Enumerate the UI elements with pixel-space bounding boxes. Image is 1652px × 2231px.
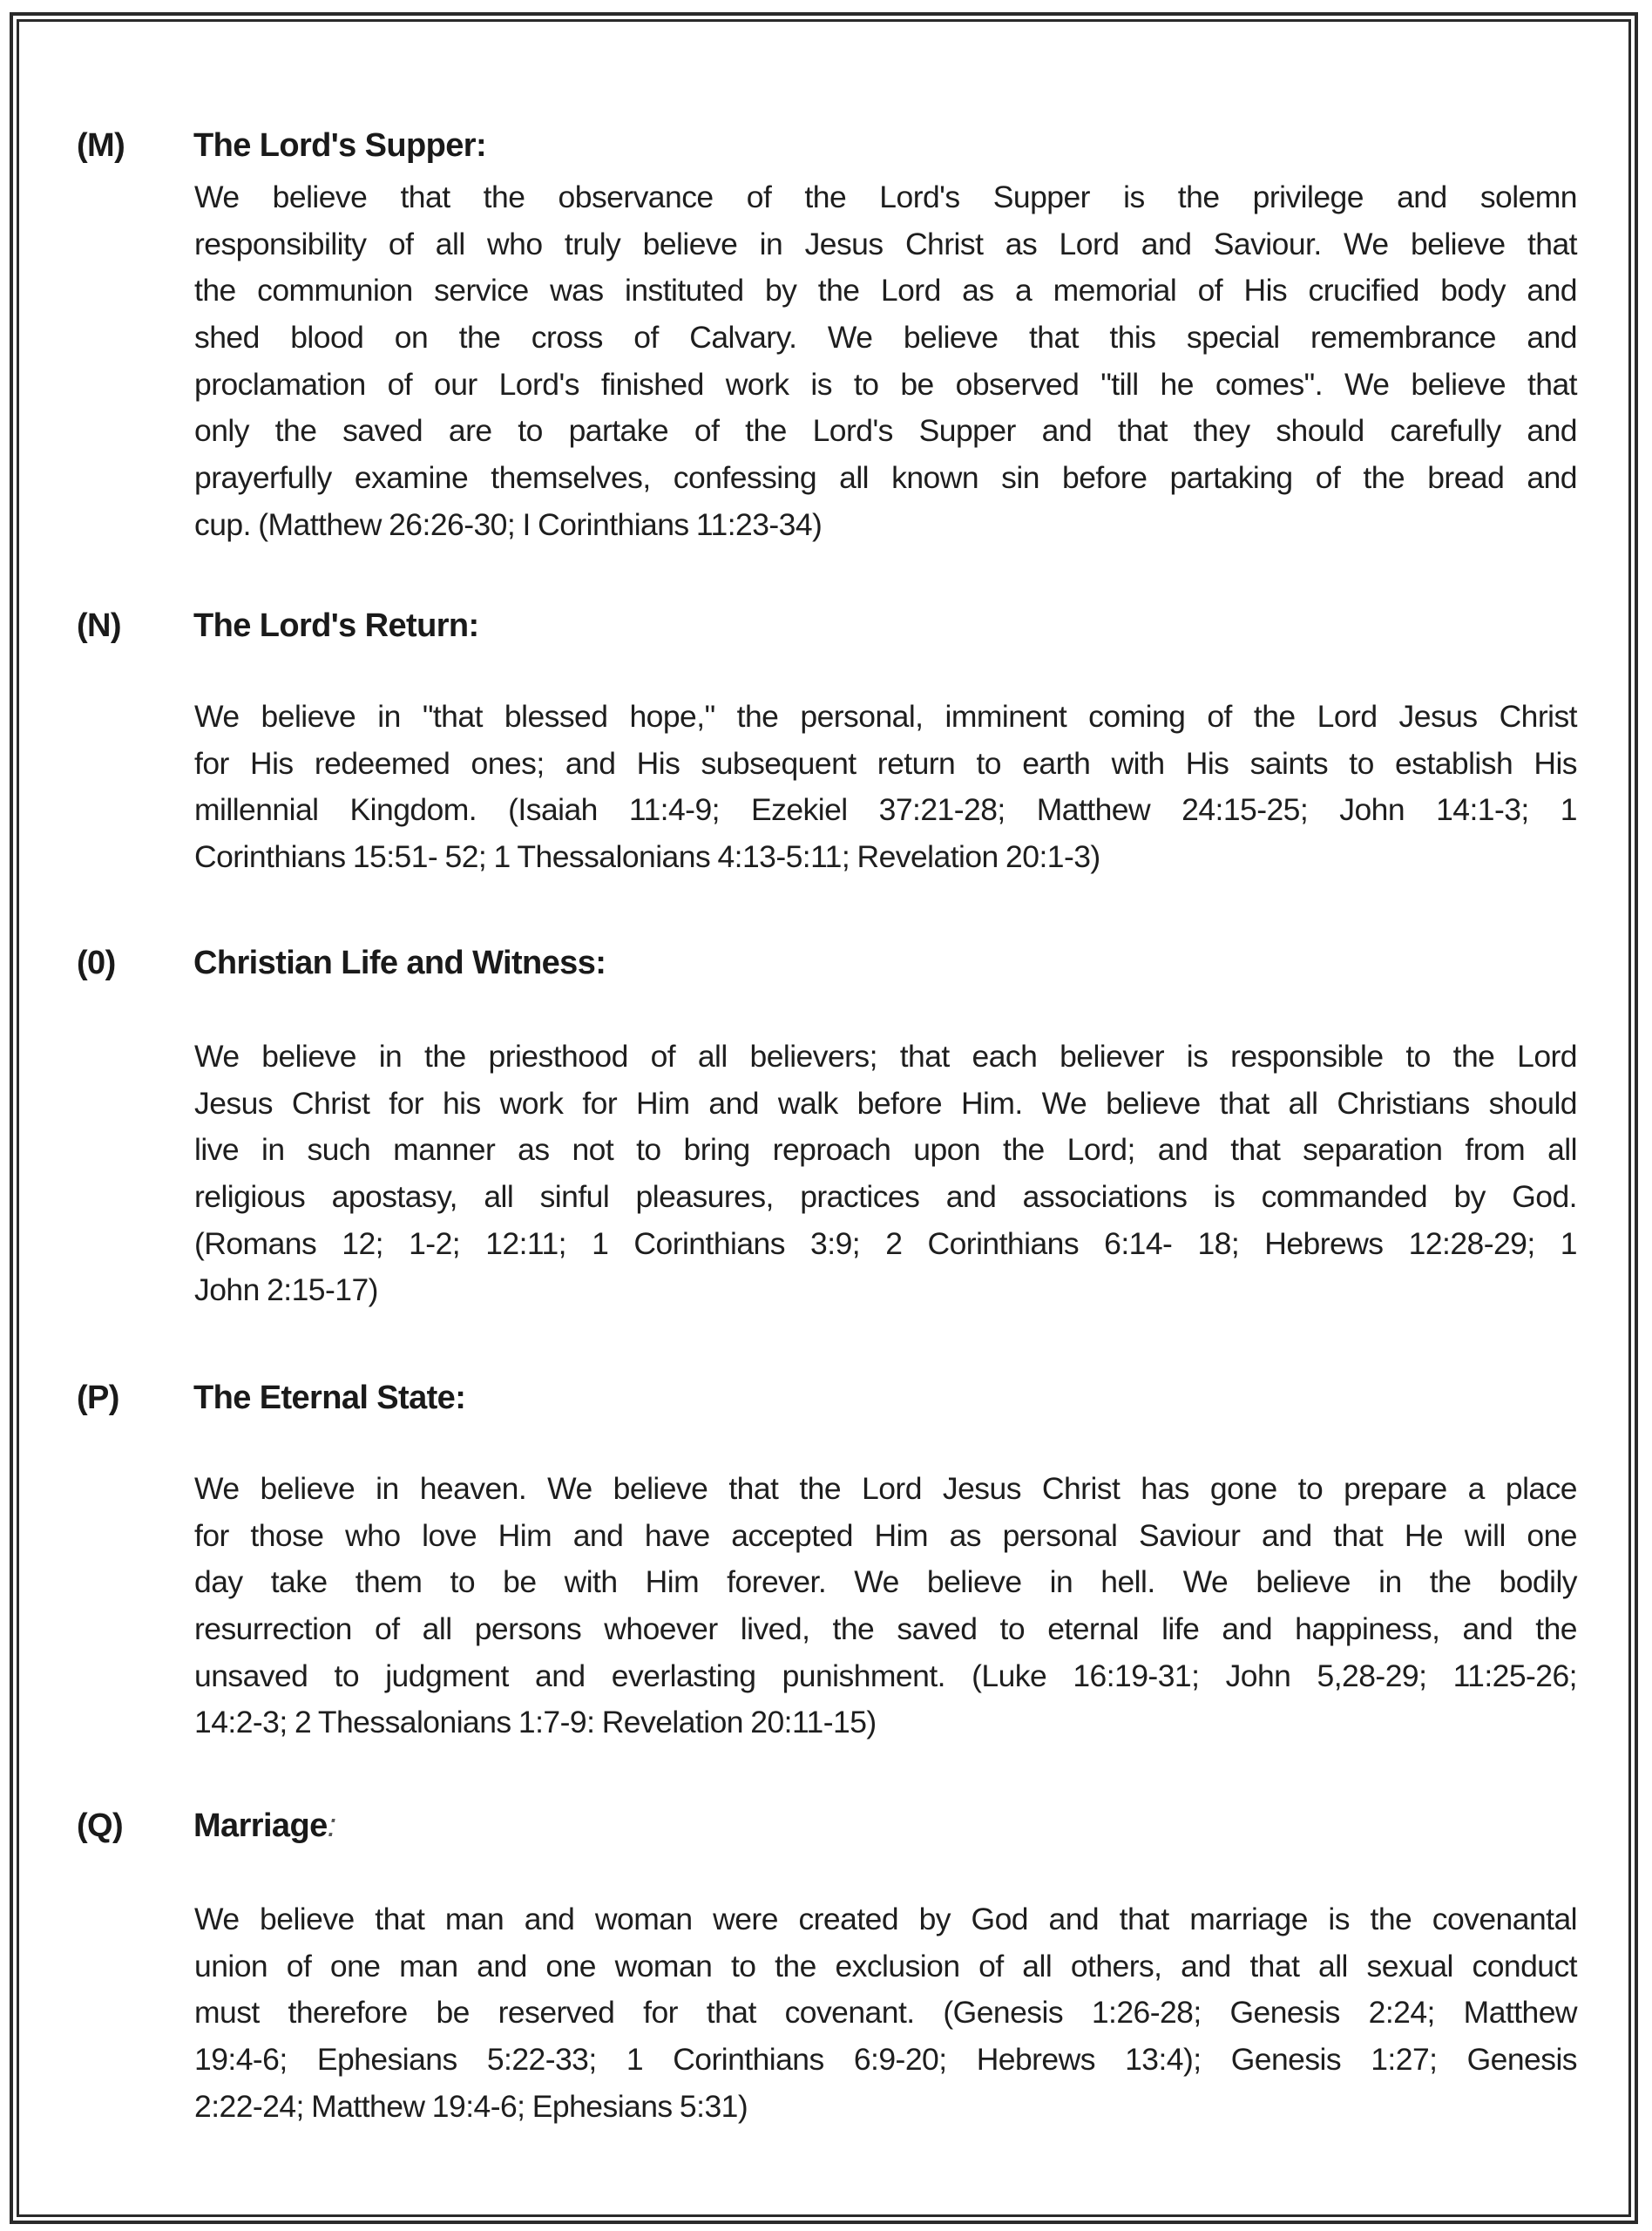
section-label: (Q)	[77, 1807, 124, 1844]
body-line: resurrection of all persons whoever lived, the saved to eternal life and happiness, and the	[194, 1611, 1577, 1647]
body-line: We believe that the observance of the Lord's Supper is the privilege and solemn	[194, 180, 1577, 214]
body-line: cup. (Matthew 26:26-30; I Corinthians 11:23-34)	[194, 506, 823, 542]
section-label: (P)	[77, 1380, 119, 1416]
body-line: Corinthians 15:51- 52; 1 Thessalonians 4:13-5:11; Revelation 20:1-3)	[194, 839, 1100, 875]
section-heading	[0, 1802, 1652, 1849]
section-title: The Lord's Supper:	[193, 127, 487, 164]
body-line: We believe in heaven. We believe that the Lord Jesus Christ has gone to prepare a place	[194, 1471, 1577, 1506]
body-line: 19:4-6; Ephesians 5:22-33; 1 Corinthians 6:9-20; Hebrews 13:4); Genesis 1:27; Genesis	[194, 2042, 1577, 2078]
section-title-text: Marriage	[193, 1807, 328, 1844]
section-heading	[0, 1374, 1652, 1421]
section-heading	[0, 939, 1652, 987]
section-body	[194, 1896, 1577, 2130]
section-heading	[0, 122, 1652, 169]
section-body	[194, 1034, 1577, 1314]
section-title-colon: :	[327, 1807, 336, 1844]
body-line: millennial Kingdom. (Isaiah 11:4-9; Ezekiel 37:21-28; Matthew 24:15-25; John 14:1-3; 1	[194, 792, 1577, 828]
body-line: proclamation of our Lord's finished work is to be observed "till he comes". We believe that	[194, 366, 1577, 402]
section-title: The Eternal State:	[193, 1380, 466, 1416]
body-line: responsibility of all who truly believe in Jesus Christ as Lord and Saviour. We believe that	[194, 226, 1577, 261]
body-line: (Romans 12; 1-2; 12:11; 1 Corinthians 3:9; 2 Corinthians 6:14- 18; Hebrews 12:28-29; 1	[194, 1225, 1577, 1261]
body-line: for His redeemed ones; and His subsequent return to earth with His saints to establish His	[194, 745, 1577, 781]
body-line: live in such manner as not to bring reproach upon the Lord; and that separation from all	[194, 1132, 1577, 1168]
body-line: We believe in "that blessed hope," the personal, imminent coming of the Lord Jesus Christ	[194, 699, 1577, 734]
body-line: the communion service was instituted by the Lord as a memorial of His crucified body and	[194, 273, 1577, 309]
section-body	[194, 1466, 1577, 1746]
body-line: We believe in the priesthood of all believers; that each believer is responsible to the Lord	[194, 1039, 1577, 1074]
body-line: only the saved are to partake of the Lord's Supper and that they should carefully and	[194, 413, 1577, 449]
body-line: John 2:15-17)	[194, 1272, 378, 1308]
section-body	[194, 174, 1577, 549]
section-heading	[0, 602, 1652, 649]
body-line: prayerfully examine themselves, confessing all known sin before partaking of the bread and	[194, 460, 1577, 496]
section-label: (N)	[77, 607, 121, 644]
body-line: must therefore be reserved for that covenant. (Genesis 1:26-28; Genesis 2:24; Matthew	[194, 1995, 1577, 2031]
body-line: religious apostasy, all sinful pleasures, practices and associations is commanded by God.	[194, 1179, 1577, 1215]
section-title	[193, 1802, 336, 1849]
section-label: (0)	[77, 945, 116, 981]
section-body	[194, 694, 1577, 881]
body-line: shed blood on the cross of Calvary. We believe that this special remembrance and	[194, 320, 1577, 356]
body-line: Jesus Christ for his work for Him and walk before Him. We believe that all Christians should	[194, 1085, 1577, 1121]
body-line: 2:22-24; Matthew 19:4-6; Ephesians 5:31)	[194, 2088, 748, 2124]
section-title: Christian Life and Witness:	[193, 945, 606, 981]
body-line: union of one man and one woman to the exclusion of all others, and that all sexual conduct	[194, 1948, 1577, 1983]
section-title: The Lord's Return:	[193, 607, 479, 644]
body-line: We believe that man and woman were created by God and that marriage is the covenantal	[194, 1902, 1577, 1936]
body-line: unsaved to judgment and everlasting punishment. (Luke 16:19-31; John 5,28-29; 11:25-26;	[194, 1658, 1577, 1693]
section-label: (M)	[77, 127, 125, 164]
body-line: for those who love Him and have accepted Him as personal Saviour and that He will one	[194, 1517, 1577, 1553]
body-line: 14:2-3; 2 Thessalonians 1:7-9: Revelation 20:11-15)	[194, 1705, 877, 1740]
body-line: day take them to be with Him forever. We believe in hell. We believe in the bodily	[194, 1564, 1577, 1600]
